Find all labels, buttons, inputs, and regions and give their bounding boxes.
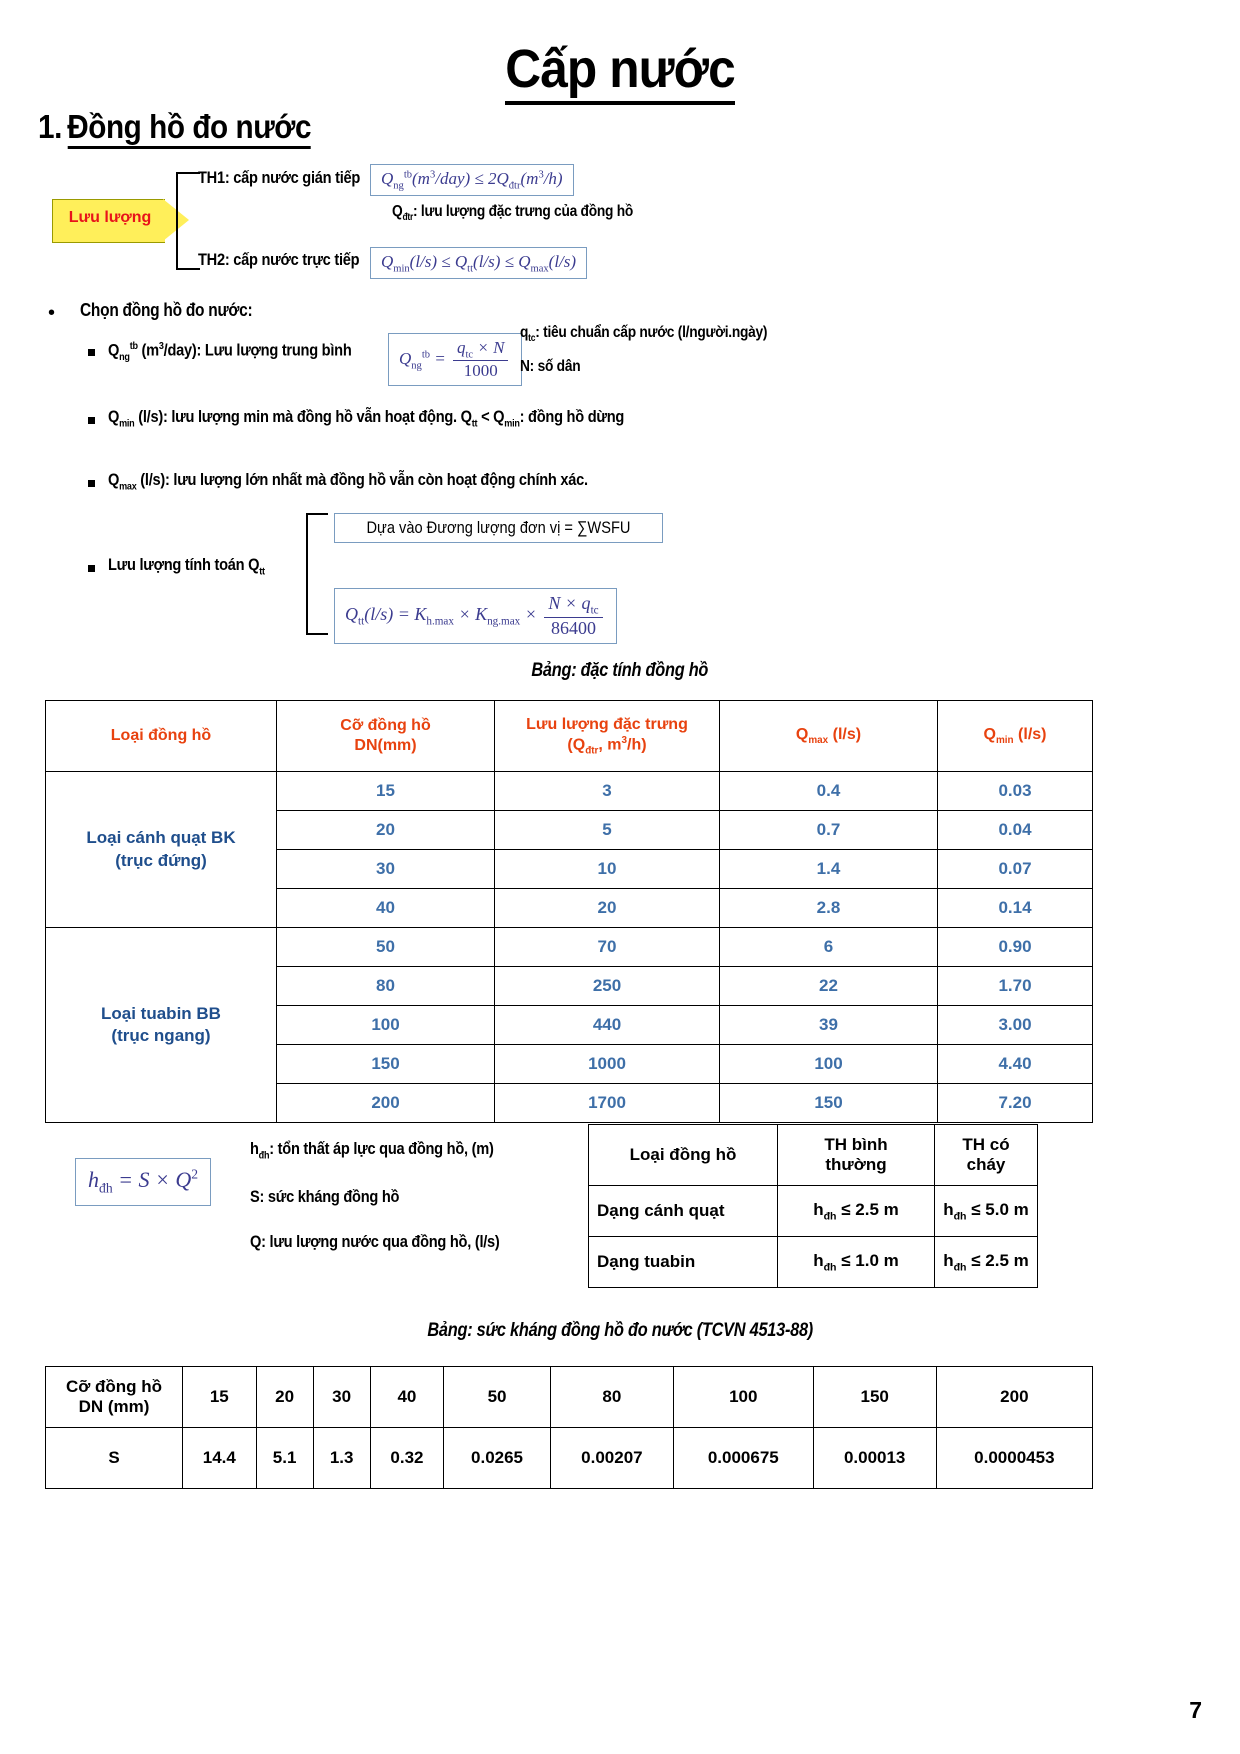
table-row — [589, 1186, 1038, 1237]
loss-cell-fire: $h_{đh} \le 5.0$ m — [935, 1186, 1038, 1237]
qtt-formula — [334, 588, 617, 644]
loss-cell-type: Dạng tuabin — [589, 1237, 778, 1288]
selection-heading — [80, 300, 280, 321]
s-value-cell: 1.3 — [313, 1428, 370, 1489]
loss-col-header-type: Loại đồng hồ — [589, 1125, 778, 1186]
qtt-option-1-text: Dựa vào Đương lượng đơn vị = ∑WSFU — [366, 518, 631, 537]
case1-label — [198, 168, 386, 188]
cell-qmin: 0.04 — [938, 811, 1093, 850]
cell-qmin: 0.90 — [938, 928, 1093, 967]
s-table-caption-text: Bảng: sức kháng đồng hồ đo nước (TCVN 4513-88) — [427, 1320, 813, 1341]
s-dn-cell: 40 — [370, 1367, 444, 1428]
page-title-text: Cấp nước — [505, 39, 735, 105]
qtt-bracket — [306, 513, 328, 635]
cell-qdtr: 440 — [495, 1006, 720, 1045]
s-dn-cell: 200 — [936, 1367, 1092, 1428]
cell-dn: 80 — [277, 967, 495, 1006]
s-value-cell: 14.4 — [183, 1428, 257, 1489]
cell-qmax: 6 — [720, 928, 938, 967]
loss-cell-normal: $h_{đh} \le 2.5$ m — [778, 1186, 935, 1237]
s-dn-cell: 20 — [256, 1367, 313, 1428]
head-loss-formula-text: $h_{đh} = S \times Q^2$ — [88, 1167, 199, 1196]
selection-item-1-text: $Q_{ng}^{tb}$ $(m^3/day)$: Lưu lượng trung bình — [108, 340, 352, 364]
flow-arrow-label: Lưu lượng — [68, 209, 152, 226]
table-row — [46, 1428, 1093, 1489]
bullet-square-icon-2 — [88, 417, 95, 424]
qtt-denominator: 86400 — [544, 617, 602, 639]
selection-item-3 — [108, 470, 666, 492]
cell-qmin: 1.70 — [938, 967, 1093, 1006]
qng-fraction — [453, 338, 508, 381]
qtt-formula-lhs: $Q_{tt}(l/s) = K_{h.max} \times K_{ng.max}$ × — [345, 603, 537, 628]
case2-label — [198, 250, 386, 270]
page-title — [50, 38, 1191, 100]
col-header-qmin: $Q_{min}$ (l/s) — [938, 701, 1093, 772]
note-n-text: N: số dân — [520, 358, 581, 375]
section-number: 1. — [38, 108, 62, 145]
cell-qmax: 39 — [720, 1006, 938, 1045]
case1-formula — [370, 164, 574, 196]
note-n — [520, 358, 590, 376]
selection-item-3-text: $Q_{max}$ (l/s): lưu lượng lớn nhất mà đồng hồ vẫn còn hoạt động chính xác. — [108, 470, 588, 493]
cell-qmin: 0.07 — [938, 850, 1093, 889]
qtt-fraction — [544, 593, 602, 639]
loss-col-header-normal: TH bình thường — [778, 1125, 935, 1186]
bullet-square-icon-1 — [88, 349, 95, 356]
qng-formula-lhs: $Q_{ng}^{tb}$ = — [399, 348, 446, 371]
qtt-numerator: $N \times q_{tc}$ — [548, 593, 599, 617]
cell-qdtr: 250 — [495, 967, 720, 1006]
head-loss-desc-3-text: Q: lưu lượng nước qua đồng hồ, (l/s) — [250, 1232, 500, 1251]
meter-table-caption-text: Bảng: đặc tính đồng hồ — [531, 660, 709, 681]
cell-qdtr: 10 — [495, 850, 720, 889]
selection-item-4 — [108, 555, 290, 577]
s-value-cell: 5.1 — [256, 1428, 313, 1489]
case2-label-text: TH2: cấp nước trực tiếp — [198, 250, 360, 269]
cell-dn: 30 — [277, 850, 495, 889]
resistance-table — [45, 1366, 1093, 1489]
selection-item-2 — [108, 407, 708, 429]
selection-item-1 — [108, 340, 391, 363]
meter-characteristics-table — [45, 700, 1093, 1123]
cell-qmax: 100 — [720, 1045, 938, 1084]
cell-dn: 20 — [277, 811, 495, 850]
s-row-label-dn: Cỡ đồng hồ DN (mm) — [46, 1367, 183, 1428]
head-loss-desc-2 — [250, 1187, 423, 1207]
case2-formula-text: $Q_{min}(l/s) \le Q_{tt}(l/s) \le Q_{max}(l/s)$ — [381, 252, 577, 275]
s-table-caption — [0, 1320, 1240, 1342]
s-table-body — [46, 1367, 1093, 1489]
cell-dn: 15 — [277, 772, 495, 811]
group-label-fan: Loại cánh quạt BK (trục đứng) — [46, 772, 277, 928]
cell-dn: 50 — [277, 928, 495, 967]
section-heading — [38, 108, 311, 146]
cell-qdtr: 3 — [495, 772, 720, 811]
case1-formula-text: $Q_{ng}^{tb}(m^3/day) \le 2Q_{đtr}(m^3/h)$ — [381, 169, 563, 192]
s-dn-cell: 150 — [813, 1367, 936, 1428]
cell-qmax: 2.8 — [720, 889, 938, 928]
section-title: Đồng hồ đo nước — [67, 108, 311, 149]
meter-table-caption — [0, 660, 1240, 682]
group-label-turbine: Loại tuabin BB (trục ngang) — [46, 928, 277, 1123]
cell-qdtr: 1700 — [495, 1084, 720, 1123]
meter-table-body — [46, 772, 1093, 1123]
bullet-dot-icon: • — [48, 302, 56, 324]
col-header-type: Loại đồng hồ — [46, 701, 277, 772]
qng-numerator: $q_{tc} \times N$ — [457, 338, 505, 361]
cell-dn: 40 — [277, 889, 495, 928]
case-bracket — [176, 172, 200, 270]
loss-table-body — [589, 1186, 1038, 1288]
case1-label-text: TH1: cấp nước gián tiếp — [198, 168, 361, 187]
cell-qdtr: 20 — [495, 889, 720, 928]
loss-cell-type: Dạng cánh quạt — [589, 1186, 778, 1237]
cell-dn: 150 — [277, 1045, 495, 1084]
s-dn-cell: 80 — [550, 1367, 673, 1428]
table-header-row — [46, 701, 1093, 772]
loss-cell-normal: $h_{đh} \le 1.0$ m — [778, 1237, 935, 1288]
table-row — [589, 1237, 1038, 1288]
s-value-cell: 0.00207 — [550, 1428, 673, 1489]
cell-qmin: 0.14 — [938, 889, 1093, 928]
cell-qmax: 0.7 — [720, 811, 938, 850]
qng-denominator: 1000 — [453, 360, 508, 381]
case1-note-text: $Q_{đtr}$: lưu lượng đặc trưng của đồng hồ — [392, 203, 634, 224]
cell-qmax: 1.4 — [720, 850, 938, 889]
selection-item-2-text: $Q_{min}$ (l/s): lưu lượng min mà đồng hồ vẫn hoạt động. $Q_{tt} < Q_{min}$: đồng hồ dừng — [108, 407, 625, 430]
head-loss-desc-3 — [250, 1232, 540, 1252]
head-loss-desc-2-text: S: sức kháng đồng hồ — [250, 1187, 400, 1206]
selection-heading-text: Chọn đồng hồ đo nước: — [80, 300, 253, 320]
qtt-option-1 — [334, 513, 663, 543]
bullet-square-icon-4 — [88, 565, 95, 572]
table-row — [46, 1367, 1093, 1428]
head-loss-formula — [75, 1158, 211, 1206]
cell-qmin: 3.00 — [938, 1006, 1093, 1045]
s-value-cell: 0.0265 — [444, 1428, 551, 1489]
cell-qdtr: 1000 — [495, 1045, 720, 1084]
s-value-cell: 0.000675 — [673, 1428, 813, 1489]
col-header-qmax: $Q_{max}$ (l/s) — [720, 701, 938, 772]
head-loss-desc-1-text: $h_{đh}$: tổn thất áp lực qua đồng hồ, (m) — [250, 1139, 494, 1162]
s-value-cell: 0.0000453 — [936, 1428, 1092, 1489]
loss-col-header-fire: TH có cháy — [935, 1125, 1038, 1186]
s-row-label-s: S — [46, 1428, 183, 1489]
cell-qmax: 22 — [720, 967, 938, 1006]
head-loss-limits-table — [588, 1124, 1038, 1288]
s-dn-cell: 15 — [183, 1367, 257, 1428]
cell-dn: 200 — [277, 1084, 495, 1123]
s-dn-cell: 50 — [444, 1367, 551, 1428]
table-row — [46, 772, 1093, 811]
qng-formula — [388, 333, 522, 386]
loss-cell-fire: $h_{đh} \le 2.5$ m — [935, 1237, 1038, 1288]
table-header-row — [589, 1125, 1038, 1186]
bullet-square-icon-3 — [88, 480, 95, 487]
page-number: 7 — [1189, 1697, 1202, 1723]
cell-qmin: 4.40 — [938, 1045, 1093, 1084]
table-row — [46, 928, 1093, 967]
head-loss-desc-1 — [250, 1139, 533, 1161]
cell-dn: 100 — [277, 1006, 495, 1045]
s-value-cell: 0.32 — [370, 1428, 444, 1489]
note-qtc-text: $q_{tc}$: tiêu chuẩn cấp nước (l/người.ngày) — [520, 324, 768, 345]
case1-note — [392, 203, 672, 223]
cell-qmin: 7.20 — [938, 1084, 1093, 1123]
cell-qmax: 0.4 — [720, 772, 938, 811]
s-value-cell: 0.00013 — [813, 1428, 936, 1489]
cell-qmin: 0.03 — [938, 772, 1093, 811]
col-header-qdtr: Lưu lượng đặc trưng ($Q_{đtr}$, $m^3/h$) — [495, 701, 720, 772]
selection-item-4-text: Lưu lượng tính toán $Q_{tt}$ — [108, 555, 265, 578]
note-qtc — [520, 324, 808, 344]
cell-qdtr: 5 — [495, 811, 720, 850]
cell-qmax: 150 — [720, 1084, 938, 1123]
col-header-dn: Cỡ đồng hồ DN(mm) — [277, 701, 495, 772]
s-dn-cell: 100 — [673, 1367, 813, 1428]
case2-formula — [370, 247, 587, 279]
s-dn-cell: 30 — [313, 1367, 370, 1428]
cell-qdtr: 70 — [495, 928, 720, 967]
